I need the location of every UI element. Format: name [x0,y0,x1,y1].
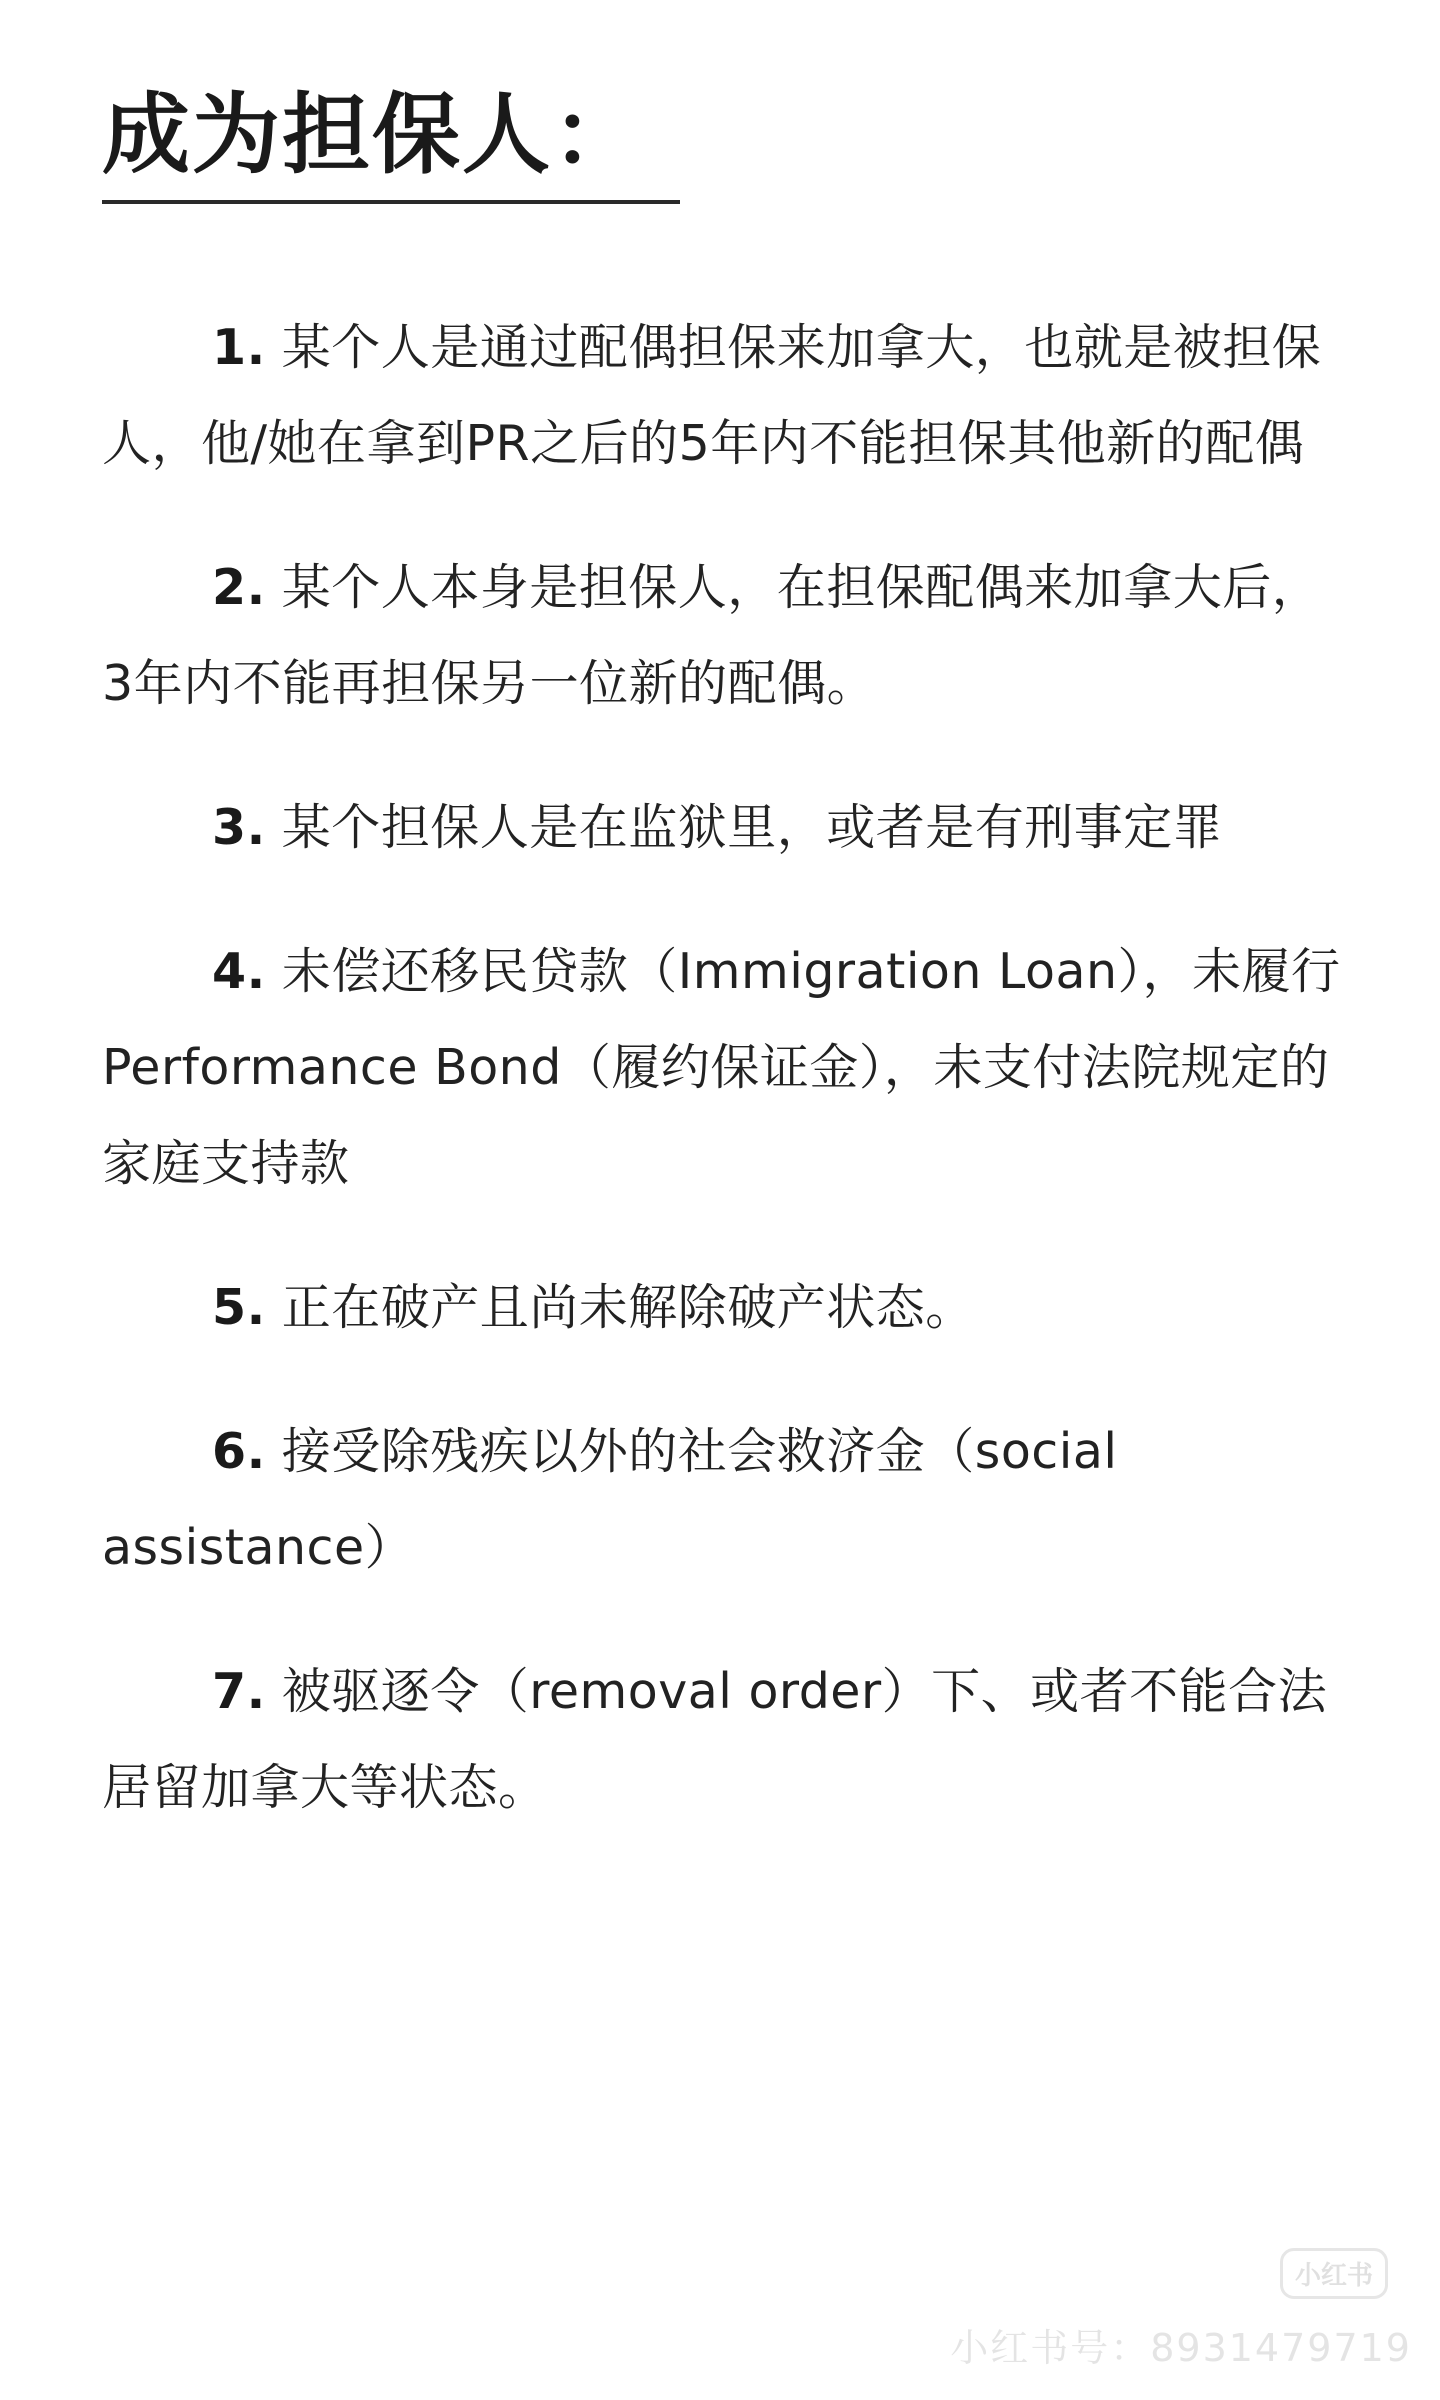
list-item [102,1644,1342,1836]
list-item [102,540,1342,732]
item-text: 正在破产且尚未解除破产状态。 [281,1279,975,1336]
requirements-list [102,300,1342,1884]
list-item [102,1404,1342,1596]
item-text: 接受除残疾以外的社会救济金（social assistance） [102,1423,1118,1576]
item-number: 3. [212,799,266,856]
item-text: 未偿还移民贷款（Immigration Loan），未履行Performance Bond（履约保证金），未支付法院规定的家庭支持款 [102,943,1341,1192]
watermark-logo-icon: 小红书 [1280,2248,1388,2299]
item-number: 7. [212,1663,266,1720]
item-text: 被驱逐令（removal order）下、或者不能合法居留加拿大等状态。 [102,1663,1328,1816]
watermark [950,2248,1412,2372]
watermark-id: 小红书号：8931479719 [950,2326,1412,2370]
item-number: 5. [212,1279,266,1336]
item-number: 2. [212,559,266,616]
item-text: 某个人是通过配偶担保来加拿大，也就是被担保人，他/她在拿到PR之后的5年内不能担保其他新的配偶 [102,319,1322,472]
title-underline [102,80,680,204]
item-number: 4. [212,943,266,1000]
item-text: 某个人本身是担保人，在担保配偶来加拿大后，3年内不能再担保另一位新的配偶。 [102,559,1322,712]
list-item [102,780,1342,876]
list-item [102,924,1342,1212]
item-number: 6. [212,1423,266,1480]
list-item [102,1260,1342,1356]
page-title: 成为担保人： [102,83,643,186]
item-number: 1. [212,319,266,376]
item-text: 某个担保人是在监狱里，或者是有刑事定罪 [281,799,1223,856]
list-item [102,300,1342,492]
